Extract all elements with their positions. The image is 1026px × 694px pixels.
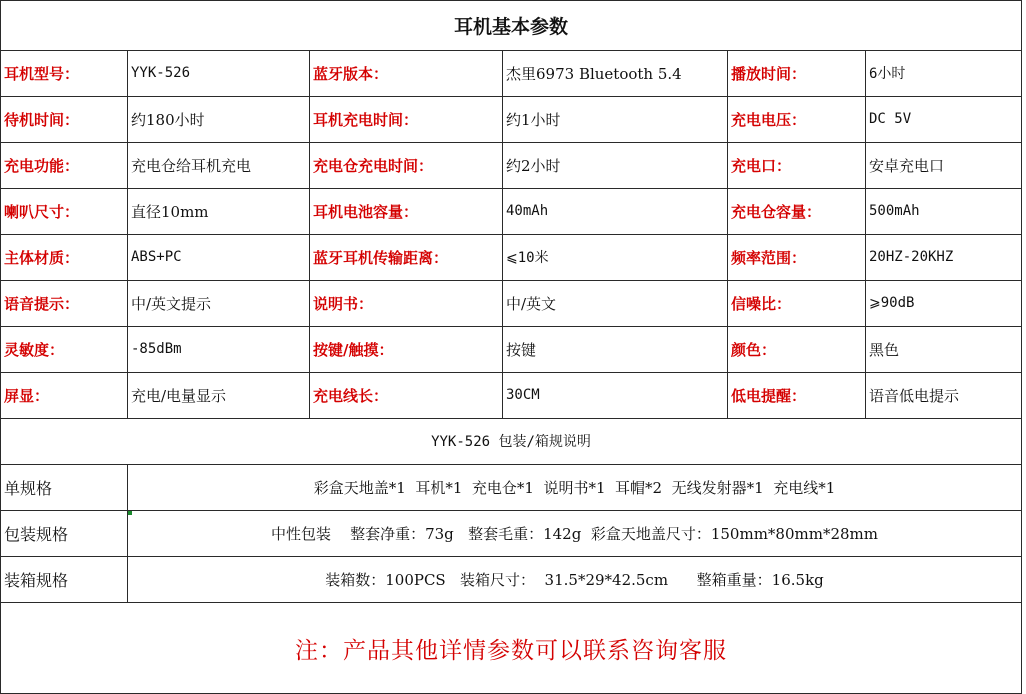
spec-label-a-row7: 灵敏度： <box>4 340 65 359</box>
spec-label-a-row6: 语音提示： <box>4 294 80 313</box>
spec-value-c-row8: 语音低电提示 <box>869 386 960 405</box>
row-divider <box>0 188 1022 189</box>
border-left <box>0 0 1 694</box>
spec-value-a-row3: 充电仓给耳机充电 <box>131 156 252 175</box>
spec-label-a-row8: 屏显： <box>4 386 50 405</box>
spec-label-b-row3: 充电仓充电时间： <box>313 156 434 175</box>
spec-value-a-row6: 中/英文提示 <box>131 294 212 313</box>
spec-value-b-row4: 40mAh <box>506 203 549 219</box>
spec-value-c-row7: 黑色 <box>869 340 900 359</box>
row-divider <box>0 280 1022 281</box>
column-divider <box>309 50 310 418</box>
spec-label-c-row1: 播放时间： <box>731 64 807 83</box>
border-right <box>1021 0 1022 694</box>
column-divider <box>127 50 128 418</box>
spec-value-c-row4: 500mAh <box>869 203 920 219</box>
spec-label-b-row2: 耳机充电时间： <box>313 110 419 129</box>
spec-value-a-row8: 充电/电量显示 <box>131 386 227 405</box>
spec-label-c-row7: 颜色： <box>731 340 777 359</box>
spec-value-c-row5: 20HZ-20KHZ <box>869 249 954 265</box>
spec-value-c-row1: 6小时 <box>869 66 906 82</box>
packaging-value-carton: 装箱数：100PCS 装箱尺寸： 31.5*29*42.5cm 整箱重量：16.5kg <box>325 570 824 589</box>
spec-label-a-row2: 待机时间： <box>4 110 80 129</box>
spec-value-c-row6: ⩾90dB <box>869 295 915 311</box>
spec-label-b-row7: 按键/触摸： <box>313 340 394 359</box>
spec-value-b-row8: 30CM <box>506 387 540 403</box>
spec-label-a-row4: 喇叭尺寸： <box>4 202 80 221</box>
spec-label-b-row6: 说明书： <box>313 294 374 313</box>
packaging-label-package: 包装规格 <box>4 524 69 544</box>
row-divider <box>0 464 1022 465</box>
spec-value-b-row2: 约1小时 <box>506 110 561 129</box>
spec-label-c-row3: 充电口： <box>731 156 792 175</box>
row-divider <box>0 510 1022 511</box>
spec-value-b-row7: 按键 <box>506 340 537 359</box>
spec-label-a-row3: 充电功能： <box>4 156 80 175</box>
packaging-label-single: 单规格 <box>4 478 53 498</box>
spec-value-a-row2: 约180小时 <box>131 110 205 129</box>
sheet-title: 耳机基本参数 <box>453 15 568 38</box>
spec-label-c-row4: 充电仓容量： <box>731 202 822 221</box>
spec-value-b-row1: 杰里6973 Bluetooth 5.4 <box>506 64 682 83</box>
row-divider <box>0 372 1022 373</box>
cell-marker <box>128 511 132 515</box>
spec-label-c-row6: 信噪比： <box>731 294 792 313</box>
packaging-title: YYK-526 包装/箱规说明 <box>431 434 591 450</box>
border-top <box>0 0 1022 1</box>
column-divider <box>502 50 503 418</box>
spec-value-b-row5: ⩽10米 <box>506 250 549 266</box>
spec-value-b-row3: 约2小时 <box>506 156 561 175</box>
spec-value-a-row4: 直径10mm <box>131 202 209 221</box>
spec-value-b-row6: 中/英文 <box>506 294 557 313</box>
column-divider <box>727 50 728 418</box>
spec-value-a-row1: YYK-526 <box>131 65 191 81</box>
spec-label-b-row5: 蓝牙耳机传输距离： <box>313 248 449 267</box>
column-divider <box>865 50 866 418</box>
spec-label-c-row8: 低电提醒： <box>731 386 807 405</box>
spec-label-b-row8: 充电线长： <box>313 386 389 405</box>
row-divider <box>0 96 1022 97</box>
spec-value-a-row5: ABS+PC <box>131 249 182 265</box>
row-divider <box>0 556 1022 557</box>
spec-label-b-row4: 耳机电池容量： <box>313 202 419 221</box>
spec-label-c-row2: 充电电压： <box>731 110 807 129</box>
spec-label-a-row5: 主体材质： <box>4 248 80 267</box>
packaging-value-package: 中性包装 整套净重：73g 整套毛重：142g 彩盒天地盖尺寸：150mm*80mm*28mm <box>271 524 878 543</box>
row-divider <box>0 602 1022 603</box>
row-divider <box>0 50 1022 51</box>
packaging-divider <box>127 464 128 602</box>
spec-label-c-row5: 频率范围： <box>731 248 807 267</box>
spec-label-b-row1: 蓝牙版本： <box>313 64 389 83</box>
packaging-label-carton: 装箱规格 <box>4 570 69 590</box>
row-divider <box>0 326 1022 327</box>
row-divider <box>0 234 1022 235</box>
row-divider <box>0 142 1022 143</box>
spec-label-a-row1: 耳机型号： <box>4 64 80 83</box>
packaging-value-single: 彩盒天地盖*1 耳机*1 充电仓*1 说明书*1 耳帽*2 无线发射器*1 充电线*1 <box>313 478 836 497</box>
spec-value-c-row2: DC 5V <box>869 111 912 127</box>
row-divider <box>0 418 1022 419</box>
contact-note: 注：产品其他详情参数可以联系咨询客服 <box>295 637 727 664</box>
spec-value-a-row7: -85dBm <box>131 341 182 357</box>
spec-value-c-row3: 安卓充电口 <box>869 156 945 175</box>
